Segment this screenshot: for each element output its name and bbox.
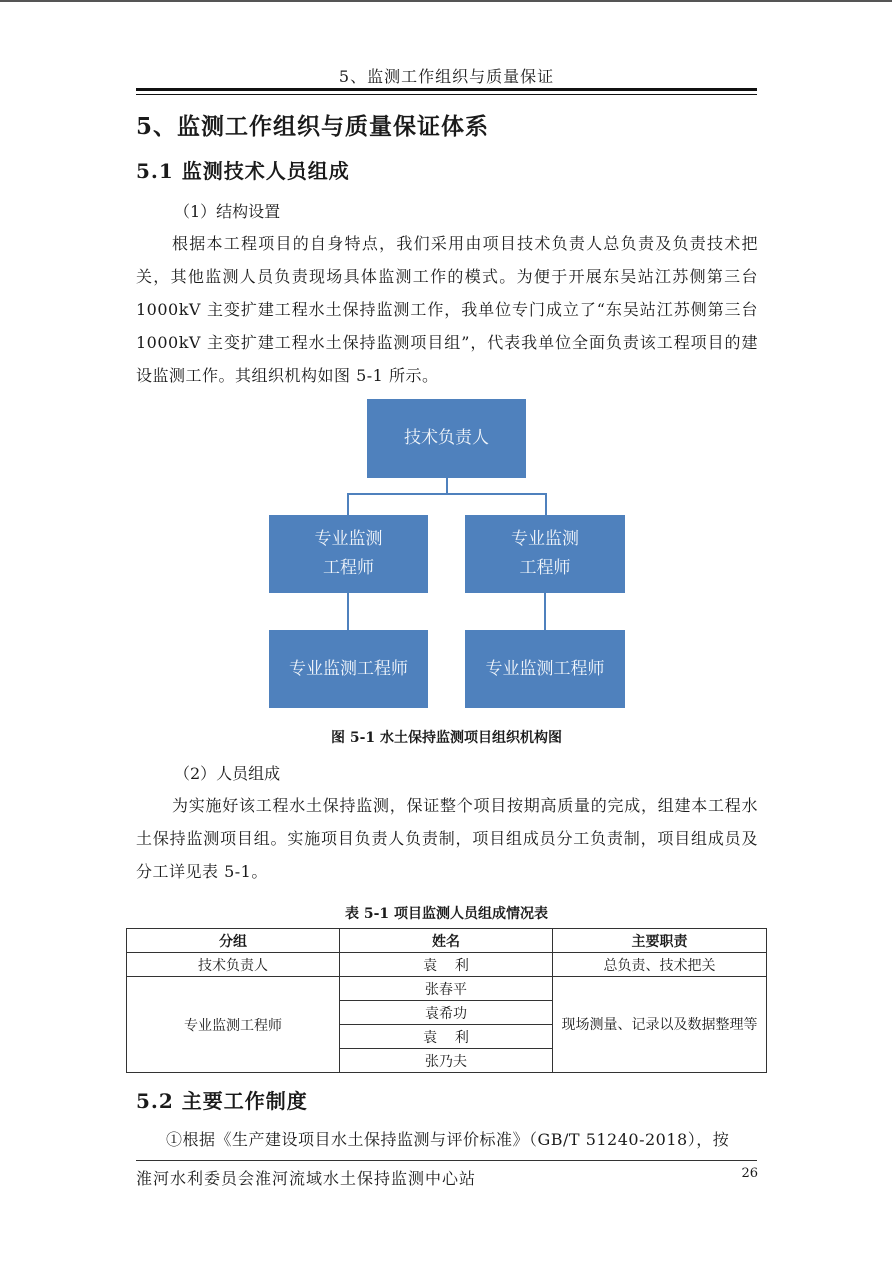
org-connector xyxy=(446,478,448,494)
cell-group: 专业监测工程师 xyxy=(127,977,340,1073)
subsection-title-5-2: 5.2 主要工作制度 xyxy=(136,1089,308,1113)
table-row xyxy=(127,953,767,977)
header-rule-thin xyxy=(136,94,757,95)
item-personnel: （2）人员组成 xyxy=(174,764,281,783)
running-header: 5、监测工作组织与质量保证 xyxy=(338,67,555,86)
org-connector xyxy=(545,493,547,515)
cell-name: 张春平 xyxy=(340,977,553,1001)
org-box-engineer-right xyxy=(465,515,625,593)
table-row xyxy=(127,977,767,1001)
figure-caption: 图 5-1 水土保持监测项目组织机构图 xyxy=(330,730,563,746)
footer-organization: 淮河水利委员会淮河流域水土保持监测中心站 xyxy=(136,1169,477,1188)
org-connector xyxy=(347,493,349,515)
cell-name: 袁希功 xyxy=(340,1001,553,1025)
paragraph-personnel: 为实施好该工程水土保持监测，保证整个项目按期高质量的完成，组建本工程水土保持监测项目组。实施项目负责人负责制，项目组成员分工负责制，项目组成员及分工详见表 5-1。 xyxy=(136,796,758,881)
org-box-engineer-left xyxy=(269,515,428,593)
cell-name: 袁 利 xyxy=(340,1025,553,1049)
header-rule-thick xyxy=(136,88,757,91)
org-box-engineer-bottom-left xyxy=(269,630,428,708)
header-group: 分组 xyxy=(127,929,340,953)
cell-duty: 总负责、技术把关 xyxy=(553,953,767,977)
org-connector xyxy=(347,593,349,630)
cell-name: 张乃夫 xyxy=(340,1049,553,1073)
header-name: 姓名 xyxy=(340,929,553,953)
header-duty: 主要职责 xyxy=(553,929,767,953)
table-caption: 表 5-1 项目监测人员组成情况表 xyxy=(344,906,549,922)
org-connector xyxy=(544,593,546,630)
page-number: 26 xyxy=(741,1166,758,1181)
table-header-row xyxy=(127,929,767,953)
subsection-title-5-1: 5.1 监测技术人员组成 xyxy=(136,159,350,183)
org-box-label: 专业监测工程师 xyxy=(289,658,408,679)
paragraph-standard: ①根据《生产建设项目水土保持监测与评价标准》（GB/T 51240-2018），按 xyxy=(166,1130,730,1149)
cell-duty: 现场测量、记录以及数据整理等 xyxy=(553,977,767,1073)
org-box-label: 工程师 xyxy=(519,558,571,578)
org-connector xyxy=(347,493,547,495)
org-box-label: 技术负责人 xyxy=(404,428,489,448)
org-box-label: 专业监测 xyxy=(314,529,383,549)
paragraph-structure: 根据本工程项目的自身特点，我们采用由项目技术负责人总负责及负责技术把关，其他监测人员负责现场具体监测工作的模式。为便于开展东吴站江苏侧第三台 1000kV 主变扩建工程水土保持监测工作，我单位专门成立了“东吴站江苏侧第三台 1000kV 主变扩建工程水土保持监测项目组”，代表我单位全面负责该工程项目的建设监测工作。其组织机构如图 5-1 所示。 xyxy=(136,234,758,385)
item-structure: （1）结构设置 xyxy=(174,202,281,221)
top-border xyxy=(0,0,892,2)
staff-table xyxy=(126,928,767,1073)
section-title: 5、监测工作组织与质量保证体系 xyxy=(136,113,490,140)
org-box-label: 工程师 xyxy=(323,558,374,578)
org-box-engineer-bottom-right xyxy=(465,630,625,708)
org-box-label: 专业监测工程师 xyxy=(485,658,605,679)
org-box-tech-lead xyxy=(367,399,526,478)
cell-group: 技术负责人 xyxy=(127,953,340,977)
footer-rule xyxy=(136,1160,757,1161)
cell-name: 袁 利 xyxy=(340,953,553,977)
org-box-label: 专业监测 xyxy=(511,529,579,549)
